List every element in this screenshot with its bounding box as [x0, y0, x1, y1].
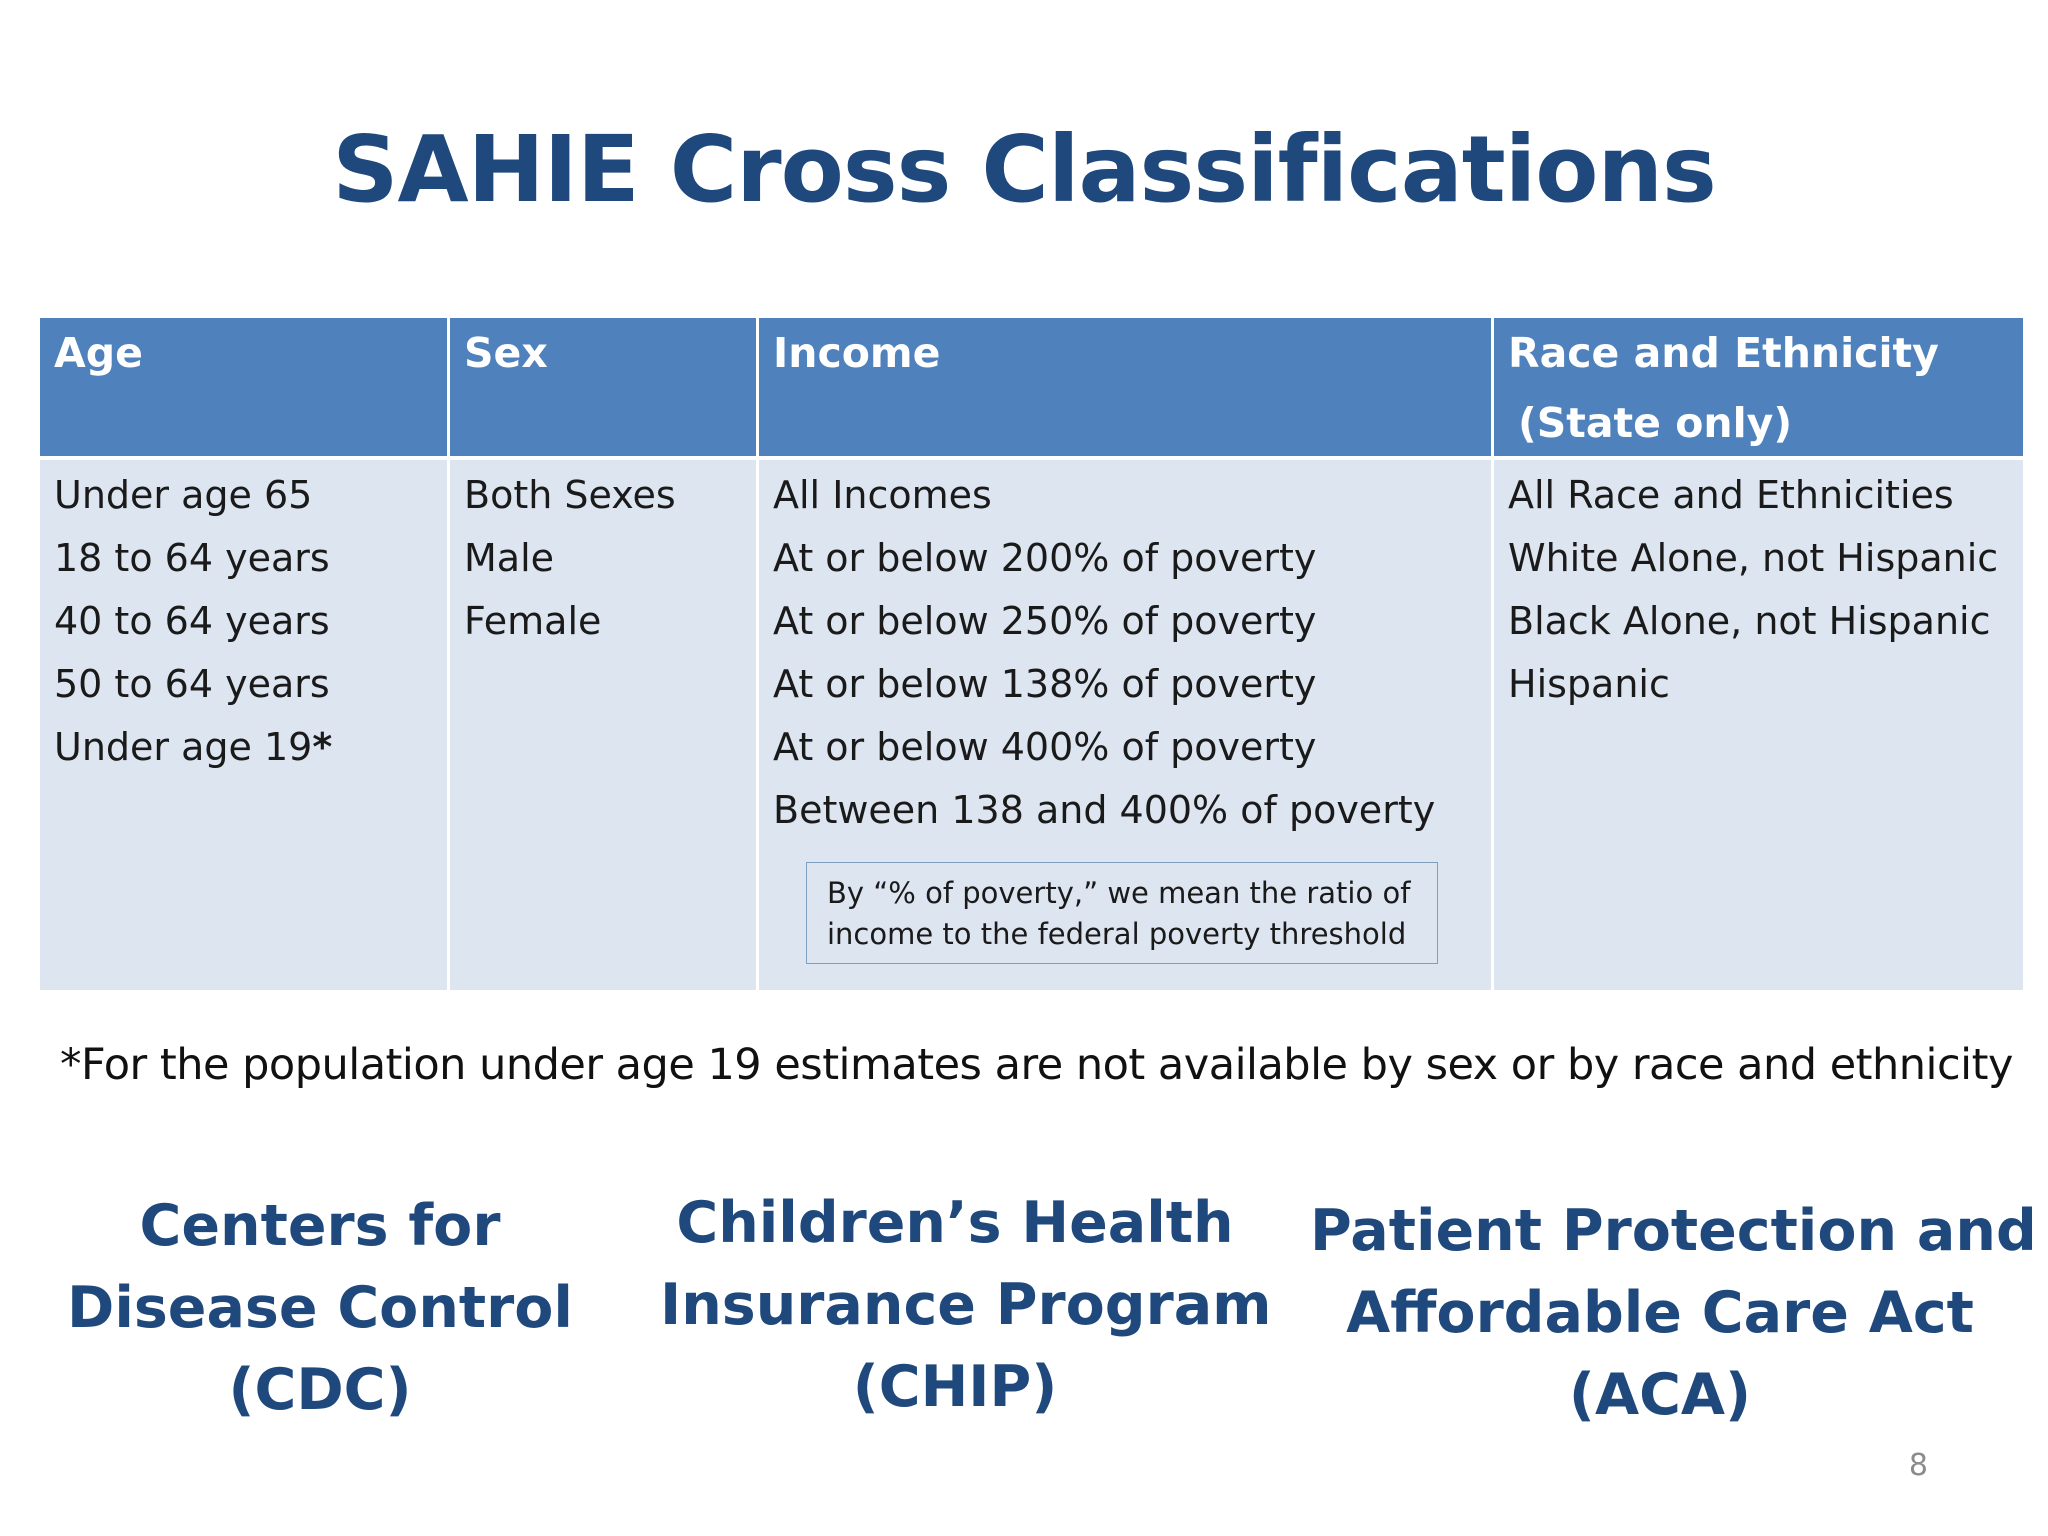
program-chip-line: Insurance Program	[660, 1272, 1272, 1338]
income-item: At or below 400% of poverty	[773, 725, 1317, 769]
poverty-definition-note: By “% of poverty,” we mean the ratio of income to the federal poverty threshold	[806, 862, 1438, 964]
age-item: Under age 65	[54, 473, 313, 517]
footnote: *For the population under age 19 estimates are not available by sex or by race and ethnicity	[60, 1040, 2013, 1090]
header-income: Income	[759, 318, 1491, 456]
age-column	[40, 460, 447, 990]
program-chip	[660, 1182, 1272, 1428]
income-item: At or below 138% of poverty	[773, 662, 1317, 706]
header-race-ethnicity	[1494, 318, 2023, 456]
income-item: At or below 250% of poverty	[773, 599, 1317, 643]
classification-table	[40, 318, 2048, 990]
age-item-text: Under age 19	[54, 725, 313, 769]
program-cdc	[40, 1185, 600, 1431]
age-item: 18 to 64 years	[54, 536, 330, 580]
race-item: White Alone, not Hispanic	[1508, 536, 1999, 580]
header-race-line1: Race and Ethnicity	[1508, 329, 1939, 377]
race-item: Black Alone, not Hispanic	[1508, 599, 1991, 643]
income-column	[759, 460, 1491, 990]
sex-column	[450, 460, 756, 990]
program-cdc-line: Disease Control	[67, 1275, 573, 1341]
income-item: At or below 200% of poverty	[773, 536, 1317, 580]
header-race-line2: (State only)	[1518, 399, 1793, 447]
header-age: Age	[40, 318, 447, 456]
program-chip-line: (CHIP)	[852, 1354, 1058, 1420]
age-item-under-19	[54, 716, 433, 779]
program-aca-line: Patient Protection and	[1310, 1198, 2037, 1264]
program-aca-line: Affordable Care Act	[1346, 1280, 1974, 1346]
program-aca-line: (ACA)	[1568, 1362, 1752, 1428]
sex-item: Both Sexes	[464, 473, 676, 517]
footnote-asterisk: *	[312, 725, 333, 769]
income-item: All Incomes	[773, 473, 992, 517]
program-aca	[1310, 1190, 2037, 1436]
page-number: 8	[1908, 1448, 1928, 1483]
age-item: 40 to 64 years	[54, 599, 330, 643]
age-item: 50 to 64 years	[54, 662, 330, 706]
program-cdc-line: Centers for	[139, 1193, 501, 1259]
header-sex: Sex	[450, 318, 756, 456]
race-item: Hispanic	[1508, 662, 1670, 706]
race-item: All Race and Ethnicities	[1508, 473, 1954, 517]
sex-item: Female	[464, 599, 602, 643]
program-chip-line: Children’s Health	[676, 1190, 1234, 1256]
sex-item: Male	[464, 536, 555, 580]
race-column	[1494, 460, 2023, 990]
income-item: Between 138 and 400% of poverty	[773, 788, 1436, 832]
slide-title: SAHIE Cross Classifications	[332, 116, 1716, 223]
program-cdc-line: (CDC)	[228, 1357, 412, 1423]
